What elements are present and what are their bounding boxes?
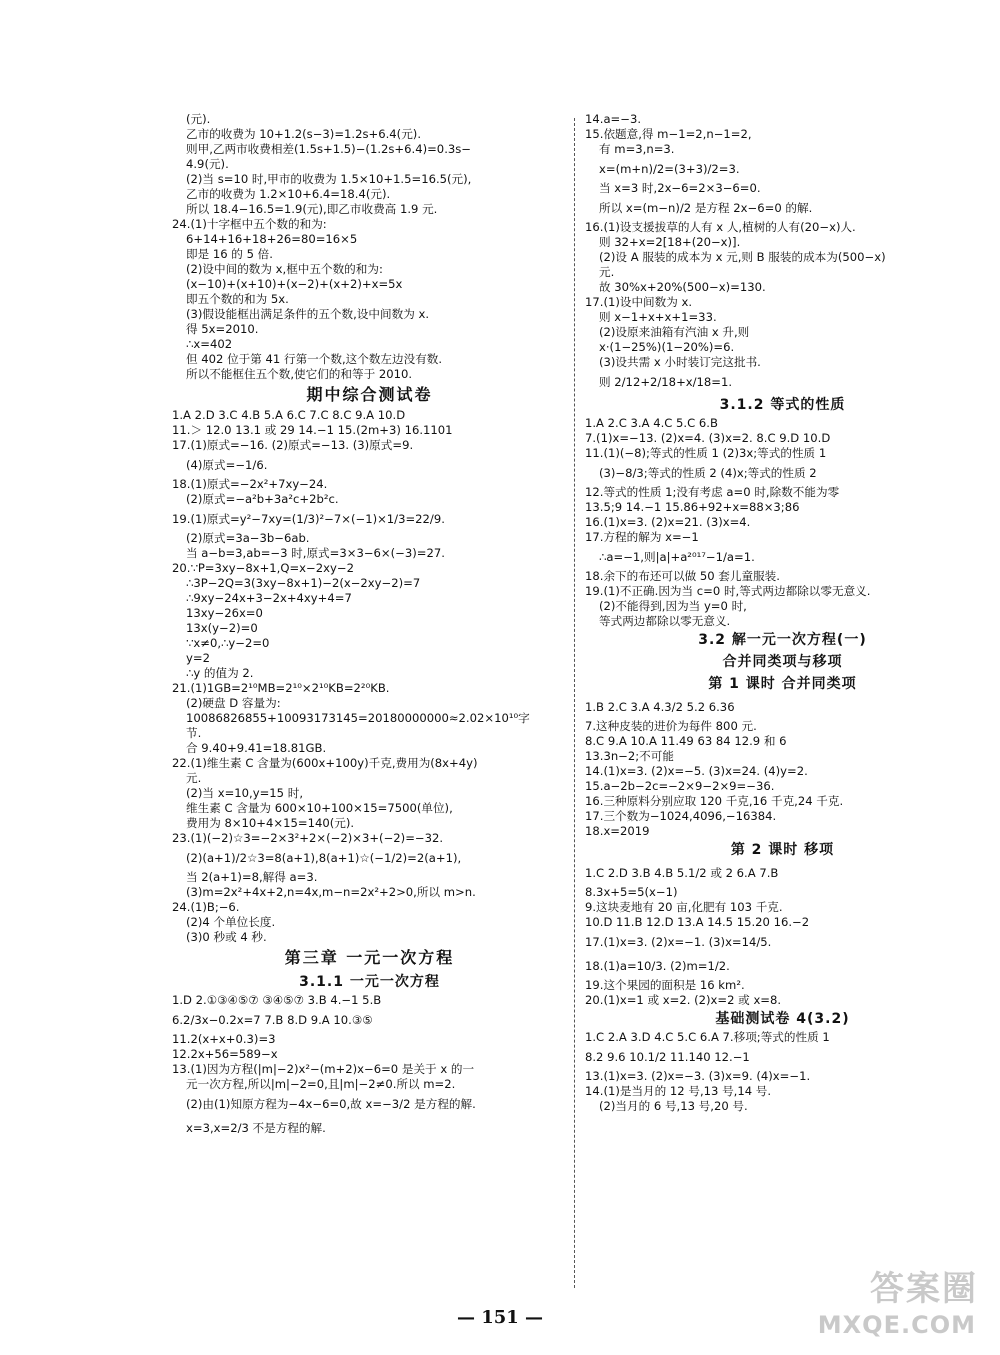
answer-line: 18.(1)原式=−2x²+7xy−24. — [172, 477, 328, 491]
answer-line: 元. — [186, 771, 202, 785]
answer-line: 19.这个果园的面积是 16 km². — [585, 978, 745, 992]
answer-line: 费用为 8×10+4×15=140(元). — [186, 816, 355, 830]
section-heading: 3.2 解一元一次方程(一) — [698, 632, 867, 648]
answer-line: 则 2/12+2/18+x/18=1. — [599, 375, 733, 389]
answer-line: 元. — [599, 265, 615, 279]
answer-line: (2)硬盘 D 容量为: — [186, 696, 281, 710]
answer-line: 合 9.40+9.41=18.81GB. — [186, 741, 327, 755]
answer-line: 13.(1)因为方程(|m|−2)x²−(m+2)x−6=0 是关于 x 的一 — [172, 1062, 475, 1076]
answer-line: ∵x≠0,∴y−2=0 — [186, 636, 270, 650]
answer-line: 1.A 2.D 3.C 4.B 5.A 6.C 7.C 8.C 9.A 10.D — [172, 408, 406, 422]
answer-line: (2)不能得到,因为当 y=0 时, — [599, 599, 747, 613]
answer-line: 但 402 位于第 41 行第一个数,这个数左边没有数. — [186, 352, 443, 366]
watermark-title: 答案圈 — [870, 1269, 978, 1309]
answer-line: 6+14+16+18+26=80=16×5 — [186, 232, 358, 246]
answer-line: 得 5x=2010. — [186, 322, 259, 336]
section-heading: 第三章 一元一次方程 — [284, 948, 455, 967]
answer-line: 14.(1)是当月的 12 号,13 号,14 号. — [585, 1084, 772, 1098]
answer-line: 当 2(a+1)=8,解得 a=3. — [186, 870, 318, 884]
answer-line: x·(1−25%)(1−20%)=6. — [599, 340, 735, 354]
answer-line: 24.(1)十字框中五个数的和为: — [172, 217, 327, 231]
answer-line: 18.余下的布还可以做 50 套儿童服装. — [585, 569, 780, 583]
answer-line: 16.三种原料分别应取 120 千克,16 千克,24 千克. — [585, 794, 844, 808]
answer-line: 12.等式的性质 1;没有考虑 a=0 时,除数不能为零 — [585, 485, 840, 499]
section-heading: 3.1.1 一元一次方程 — [299, 974, 440, 990]
answer-line: 16.(1)设支援拔草的人有 x 人,植树的人有(20−x)人. — [585, 220, 856, 234]
answer-line: 17.三个数为−1024,4096,−16384. — [585, 809, 777, 823]
answer-line: (3)0 秒或 4 秒. — [186, 930, 267, 944]
answer-line: (2)设中间的数为 x,框中五个数的和为: — [186, 262, 383, 276]
answer-line: 当 x=3 时,2x−6=2×3−6=0. — [599, 181, 761, 195]
answer-line: (2)当 s=10 时,甲市的收费为 1.5×10+1.5=16.5(元), — [186, 172, 472, 186]
answer-line: 15.依题意,得 m−1=2,n−1=2, — [585, 127, 752, 141]
section-heading: 期中综合测试卷 — [306, 385, 433, 404]
answer-line: 19.(1)原式=y²−7xy=(1/3)²−7×(−1)×1/3=22/9. — [172, 512, 445, 526]
answer-line: (4)原式=−1/6. — [186, 458, 268, 472]
answer-line: (2)原式=−a²b+3a²c+2b²c. — [186, 492, 339, 506]
answer-line: 12.2x+56=589−x — [172, 1047, 278, 1061]
answer-line: 当 a−b=3,ab=−3 时,原式=3×3−6×(−3)=27. — [186, 546, 445, 560]
answer-line: 1.A 2.C 3.A 4.C 5.C 6.B — [585, 416, 718, 430]
answer-line: 13xy−26x=0 — [186, 606, 263, 620]
answer-line: 1.B 2.C 3.A 4.3/2 5.2 6.36 — [585, 700, 735, 714]
answer-line: 7.(1)x=−13. (2)x=4. (3)x=2. 8.C 9.D 10.D — [585, 431, 831, 445]
watermark-logo — [816, 1261, 986, 1351]
answer-line: 22.(1)维生素 C 含量为(600x+100y)千克,费用为(8x+4y) — [172, 756, 478, 770]
section-heading: 第 1 课时 合并同类项 — [708, 676, 857, 692]
answer-line: 7.这种皮装的进价为每件 800 元. — [585, 719, 757, 733]
answer-line: (2)4 个单位长度. — [186, 915, 276, 929]
section-heading: 基础测试卷 4(3.2) — [715, 1011, 850, 1027]
answer-line: 20.(1)x=1 或 x=2. (2)x=2 或 x=8. — [585, 993, 782, 1007]
answer-line: 11.＞ 12.0 13.1 或 29 14.−1 15.(2m+3) 16.1101 — [172, 423, 453, 437]
answer-line: 所以 x=(m−n)/2 是方程 2x−6=0 的解. — [599, 201, 813, 215]
answer-line: 17.(1)原式=−16. (2)原式=−13. (3)原式=9. — [172, 438, 414, 452]
answer-line: 19.(1)不正确.因为当 c=0 时,等式两边都除以零无意义. — [585, 584, 871, 598]
answer-line: ∴3P−2Q=3(3xy−8x+1)−2(x−2xy−2)=7 — [186, 576, 421, 590]
answer-line: 13.3n−2;不可能 — [585, 749, 674, 763]
answer-line: 8.3x+5=5(x−1) — [585, 885, 678, 899]
answer-line: 18.(1)a=10/3. (2)m=1/2. — [585, 959, 730, 973]
answer-line: 元一次方程,所以|m|−2=0,且|m|−2≠0.所以 m=2. — [186, 1077, 456, 1091]
answer-line: 维生素 C 含量为 600×10+100×15=7500(单位), — [186, 801, 453, 815]
answer-line: ∴y 的值为 2. — [186, 666, 254, 680]
answer-line: (2)原式=3a−3b−6ab. — [186, 531, 310, 545]
answer-line: 17.(1)x=3. (2)x=−1. (3)x=14/5. — [585, 935, 772, 949]
answer-line: (2)设原来油箱有汽油 x 升,则 — [599, 325, 750, 339]
answer-line: y=2 — [186, 651, 210, 665]
answer-line: 则 x−1+x+x+1=33. — [599, 310, 717, 324]
answer-line: 10086826855+10093173145=20180000000≈2.02×10¹⁰字 — [186, 711, 530, 725]
answer-line: (2)当 x=10,y=15 时, — [186, 786, 304, 800]
section-heading: 第 2 课时 移项 — [730, 842, 835, 858]
answer-line: 14.a=−3. — [585, 112, 642, 126]
answer-line: 1.C 2.D 3.B 4.B 5.1/2 或 2 6.A 7.B — [585, 866, 779, 880]
answer-line: (2)(a+1)/2☆3=8(a+1),8(a+1)☆(−1/2)=2(a+1), — [186, 851, 462, 865]
answer-line: 9.这块麦地有 20 亩,化肥有 103 千克. — [585, 900, 783, 914]
answer-line: 所以 18.4−16.5=1.9(元),即乙市收费高 1.9 元. — [186, 202, 438, 216]
answer-line: ∴9xy−24x+3−2x+4xy+4=7 — [186, 591, 352, 605]
answer-line: 有 m=3,n=3. — [599, 142, 675, 156]
answer-line: 1.C 2.A 3.D 4.C 5.C 6.A 7.移项;等式的性质 1 — [585, 1030, 830, 1044]
answer-line: (3)设共需 x 小时装订完这批书. — [599, 355, 761, 369]
answer-line: 即五个数的和为 5x. — [186, 292, 289, 306]
answer-line: 8.C 9.A 10.A 11.49 63 84 12.9 和 6 — [585, 734, 787, 748]
answer-line: 乙市的收费为 10+1.2(s−3)=1.2s+6.4(元). — [186, 127, 422, 141]
answer-line: (2)设 A 服装的成本为 x 元,则 B 服装的成本为(500−x) — [599, 250, 886, 264]
right-column — [585, 112, 980, 1114]
answer-line: 乙市的收费为 1.2×10+6.4=18.4(元). — [186, 187, 391, 201]
answer-line: ∴a=−1,则|a|+a²⁰¹⁷−1/a=1. — [599, 550, 755, 564]
section-heading: 合并同类项与移项 — [722, 654, 843, 670]
answer-line: 则甲,乙两市收费相差(1.5s+1.5)−(1.2s+6.4)=0.3s− — [186, 142, 472, 156]
answer-line: 等式两边都除以零无意义. — [599, 614, 731, 628]
column-divider — [574, 118, 575, 1288]
answer-line: 13.(1)x=3. (2)x=−3. (3)x=9. (4)x=−1. — [585, 1069, 811, 1083]
answer-line: 23.(1)(−2)☆3=−2×3²+2×(−2)×3+(−2)=−32. — [172, 831, 444, 845]
answer-line: (x−10)+(x+10)+(x−2)+(x+2)+x=5x — [186, 277, 403, 291]
answer-line: 17.(1)设中间数为 x. — [585, 295, 693, 309]
answer-line: 20.∵P=3xy−8x+1,Q=x−2xy−2 — [172, 561, 354, 575]
answer-line: 15.a−2b−2c=−2×9−2×9=−36. — [585, 779, 775, 793]
answer-line: 21.(1)1GB=2¹⁰MB=2¹⁰×2¹⁰KB=2²⁰KB. — [172, 681, 390, 695]
answer-line: 24.(1)B;−6. — [172, 900, 240, 914]
answer-line: 节. — [186, 726, 202, 740]
answer-line: (2)由(1)知原方程为−4x−6=0,故 x=−3/2 是方程的解. — [186, 1097, 476, 1111]
section-heading: 3.1.2 等式的性质 — [719, 397, 846, 413]
answer-line: 10.D 11.B 12.D 13.A 14.5 15.20 16.−2 — [585, 915, 810, 929]
answer-line: 11.(1)(−8);等式的性质 1 (2)3x;等式的性质 1 — [585, 446, 827, 460]
answer-line: 17.方程的解为 x=−1 — [585, 530, 699, 544]
watermark-url: MXQE.COM — [817, 1311, 976, 1339]
answer-line: x=3,x=2/3 不是方程的解. — [186, 1121, 326, 1135]
answer-line: 即是 16 的 5 倍. — [186, 247, 273, 261]
answer-line: 18.x=2019 — [585, 824, 650, 838]
answer-line: 4.9(元). — [186, 157, 229, 171]
answer-line: 16.(1)x=3. (2)x=21. (3)x=4. — [585, 515, 751, 529]
answer-line: 所以不能框住五个数,使它们的和等于 2010. — [186, 367, 413, 381]
answer-line: 故 30%x+20%(500−x)=130. — [599, 280, 766, 294]
answer-line: (2)当月的 6 号,13 号,20 号. — [599, 1099, 748, 1113]
answer-line: 6.2/3x−0.2x=7 7.B 8.D 9.A 10.③⑤ — [172, 1013, 373, 1027]
answer-line: 11.2(x+x+0.3)=3 — [172, 1032, 276, 1046]
answer-line: 13x(y−2)=0 — [186, 621, 258, 635]
page-number: — 151 — — [456, 1307, 544, 1328]
answer-line: 14.(1)x=3. (2)x=−5. (3)x=24. (4)y=2. — [585, 764, 808, 778]
left-column — [172, 112, 567, 1140]
answer-line: ∴x=402 — [186, 337, 233, 351]
answer-line: (3)假设能框出满足条件的五个数,设中间数为 x. — [186, 307, 430, 321]
answer-line: 1.D 2.①③④⑤⑦ ③④⑤⑦ 3.B 4.−1 5.B — [172, 993, 382, 1007]
answer-line: (3)m=2x²+4x+2,n=4x,m−n=2x²+2>0,所以 m>n. — [186, 885, 476, 899]
answer-line: 则 32+x=2[18+(20−x)]. — [599, 235, 741, 249]
answer-line: 13.5;9 14.−1 15.86+92+x=88×3;86 — [585, 500, 800, 514]
answer-line: (3)−8/3;等式的性质 2 (4)x;等式的性质 2 — [599, 466, 817, 480]
answer-line: (元). — [186, 112, 211, 126]
answer-line: 8.2 9.6 10.1/2 11.140 12.−1 — [585, 1050, 750, 1064]
answer-line: x=(m+n)/2=(3+3)/2=3. — [599, 162, 740, 176]
